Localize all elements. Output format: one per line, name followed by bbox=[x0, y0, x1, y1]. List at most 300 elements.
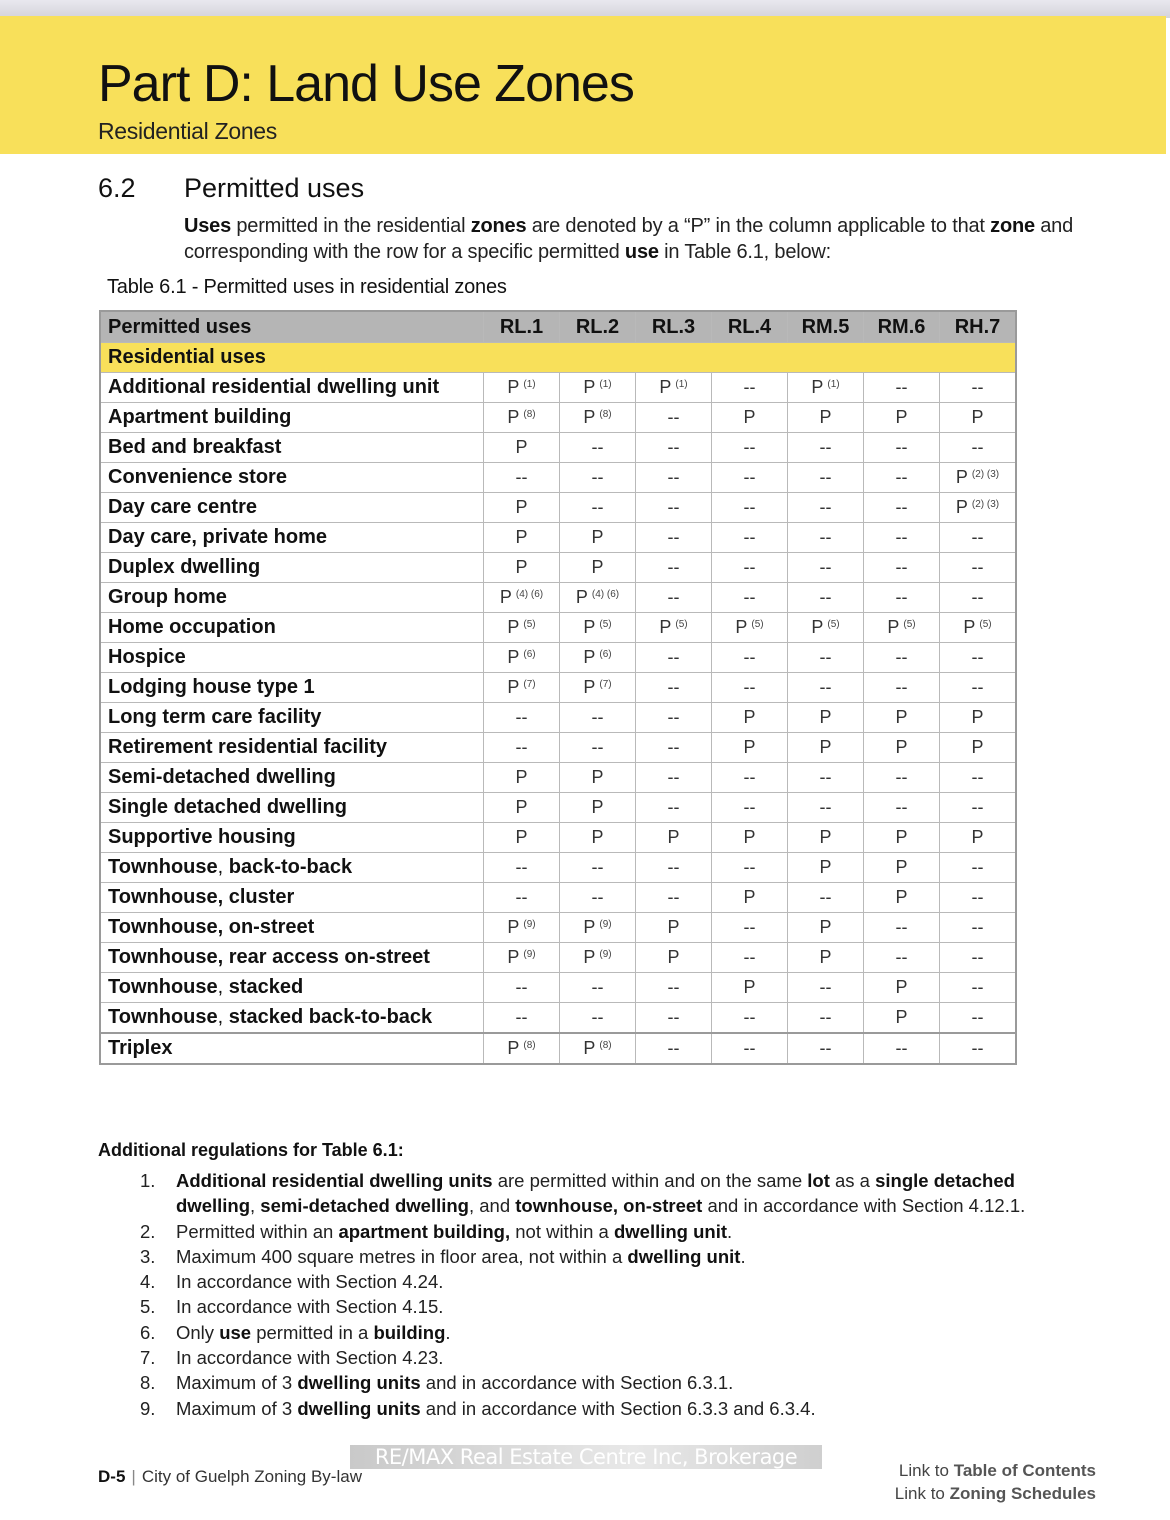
permission-value: -- bbox=[667, 587, 680, 607]
footnote-ref: (5) bbox=[827, 619, 840, 630]
column-header-permitted-uses: Permitted uses bbox=[100, 311, 484, 343]
permission-cell bbox=[560, 793, 636, 823]
bold-term: semi-detached dwelling bbox=[260, 1195, 469, 1217]
permission-cell bbox=[864, 583, 940, 613]
table-row bbox=[100, 1033, 1016, 1064]
permission-value: P bbox=[743, 827, 756, 847]
permission-value: -- bbox=[743, 527, 756, 547]
permission-value: -- bbox=[819, 977, 832, 997]
permission-cell bbox=[636, 733, 712, 763]
permission-cell bbox=[864, 1033, 940, 1064]
permission-value: P bbox=[507, 1038, 520, 1058]
permission-cell bbox=[864, 553, 940, 583]
permission-cell bbox=[636, 553, 712, 583]
use-label: Townhouse, on-street bbox=[100, 913, 484, 943]
permission-value: -- bbox=[515, 467, 528, 487]
permission-value: -- bbox=[743, 767, 756, 787]
permission-value: -- bbox=[591, 497, 604, 517]
permission-cell bbox=[484, 523, 560, 553]
table-row bbox=[100, 673, 1016, 703]
permission-value: -- bbox=[743, 677, 756, 697]
permission-value: P bbox=[955, 497, 968, 517]
regulation-number: 4. bbox=[140, 1271, 156, 1293]
permission-cell bbox=[712, 673, 788, 703]
permission-cell bbox=[788, 523, 864, 553]
permission-cell bbox=[636, 703, 712, 733]
permission-cell bbox=[484, 643, 560, 673]
permission-value: P bbox=[971, 707, 984, 727]
permission-cell bbox=[712, 493, 788, 523]
permission-cell bbox=[484, 703, 560, 733]
link-table-of-contents[interactable] bbox=[895, 1459, 1096, 1482]
footnote-ref: (5) bbox=[751, 619, 764, 630]
permission-value: -- bbox=[515, 707, 528, 727]
regulation-number: 7. bbox=[140, 1347, 156, 1369]
permission-value: P bbox=[591, 767, 604, 787]
permission-cell bbox=[712, 883, 788, 913]
permission-cell bbox=[484, 373, 560, 403]
bold-term: apartment building, bbox=[338, 1220, 511, 1242]
permission-value: P bbox=[507, 647, 520, 667]
permission-value: -- bbox=[895, 527, 908, 547]
permission-value: -- bbox=[819, 587, 832, 607]
permission-cell bbox=[484, 1003, 560, 1034]
permission-cell bbox=[712, 433, 788, 463]
text-run: permitted in the residential bbox=[231, 215, 471, 237]
regulation-number: 2. bbox=[140, 1220, 156, 1242]
footnote-ref: (9) bbox=[523, 919, 536, 930]
permission-value: P bbox=[515, 827, 528, 847]
permission-cell bbox=[712, 943, 788, 973]
group-row-residential-uses bbox=[100, 343, 1016, 373]
permission-value: P bbox=[667, 947, 680, 967]
column-header-zone: RL.1 bbox=[484, 311, 560, 343]
permission-value: -- bbox=[667, 407, 680, 427]
permission-value: -- bbox=[743, 917, 756, 937]
permission-value: P bbox=[895, 887, 908, 907]
permission-value: -- bbox=[591, 707, 604, 727]
permission-cell bbox=[560, 703, 636, 733]
footnote-ref: (5) bbox=[523, 619, 536, 630]
permission-value: -- bbox=[743, 377, 756, 397]
table-row bbox=[100, 853, 1016, 883]
permission-value: -- bbox=[971, 647, 984, 667]
permission-value: -- bbox=[591, 467, 604, 487]
permission-value: -- bbox=[971, 677, 984, 697]
permission-value: -- bbox=[667, 797, 680, 817]
permission-value: -- bbox=[971, 1038, 984, 1058]
table-header-row bbox=[100, 311, 1016, 343]
permission-cell bbox=[788, 553, 864, 583]
footnote-ref: (6) bbox=[599, 649, 612, 660]
permission-value: -- bbox=[971, 437, 984, 457]
permission-cell bbox=[560, 433, 636, 463]
permission-cell bbox=[560, 733, 636, 763]
bold-term: Uses bbox=[184, 215, 232, 237]
use-label: Supportive housing bbox=[100, 823, 484, 853]
permission-cell bbox=[484, 943, 560, 973]
regulation-item bbox=[140, 1219, 1080, 1244]
permission-cell bbox=[940, 673, 1017, 703]
permission-value: -- bbox=[667, 857, 680, 877]
permission-value: -- bbox=[971, 587, 984, 607]
text-run: In accordance with Section 4.23. bbox=[176, 1347, 444, 1369]
permission-value: P bbox=[667, 917, 680, 937]
permission-value: P bbox=[811, 377, 824, 397]
permission-value: -- bbox=[515, 887, 528, 907]
permission-value: P bbox=[963, 617, 976, 637]
footnote-ref: (4) (6) bbox=[591, 589, 620, 600]
text-run: Only bbox=[176, 1321, 220, 1343]
permission-cell bbox=[864, 1003, 940, 1034]
footnote-ref: (2) (3) bbox=[971, 469, 1000, 480]
permission-cell bbox=[940, 553, 1017, 583]
permission-value: -- bbox=[743, 1007, 756, 1027]
table-row bbox=[100, 583, 1016, 613]
footnote-ref: (1) bbox=[827, 379, 840, 390]
permission-value: -- bbox=[591, 737, 604, 757]
permission-cell bbox=[636, 463, 712, 493]
permission-value: -- bbox=[971, 557, 984, 577]
regulation-text bbox=[176, 1370, 1080, 1395]
permission-value: -- bbox=[667, 677, 680, 697]
bold-term: zone bbox=[990, 215, 1035, 237]
permission-value: -- bbox=[819, 1007, 832, 1027]
permission-value: P bbox=[515, 797, 528, 817]
footnote-ref: (6) bbox=[523, 649, 536, 660]
page-title: Part D: Land Use Zones bbox=[98, 55, 634, 113]
permission-cell bbox=[560, 613, 636, 643]
permission-cell bbox=[712, 583, 788, 613]
permission-cell bbox=[864, 883, 940, 913]
permission-value: -- bbox=[667, 977, 680, 997]
permission-value: P bbox=[895, 857, 908, 877]
permission-value: -- bbox=[591, 977, 604, 997]
permission-value: P bbox=[743, 977, 756, 997]
permission-cell bbox=[864, 793, 940, 823]
permission-value: -- bbox=[515, 977, 528, 997]
permission-value: -- bbox=[743, 797, 756, 817]
permission-value: -- bbox=[743, 557, 756, 577]
permission-value: -- bbox=[667, 707, 680, 727]
permission-value: -- bbox=[819, 557, 832, 577]
permission-value: -- bbox=[743, 647, 756, 667]
table-row bbox=[100, 703, 1016, 733]
bold-term: single detached dwelling bbox=[176, 1170, 1015, 1217]
permission-cell bbox=[864, 643, 940, 673]
table-row bbox=[100, 523, 1016, 553]
permission-cell bbox=[712, 613, 788, 643]
permission-value: -- bbox=[591, 437, 604, 457]
permission-value: -- bbox=[895, 947, 908, 967]
permission-value: -- bbox=[895, 587, 908, 607]
permission-value: P bbox=[507, 677, 520, 697]
bold-term: Additional residential dwelling units bbox=[176, 1170, 493, 1191]
regulation-number: 8. bbox=[140, 1372, 156, 1394]
permission-cell bbox=[788, 643, 864, 673]
permission-cell bbox=[560, 463, 636, 493]
link-zoning-schedules[interactable] bbox=[895, 1482, 1096, 1505]
use-label: Apartment building bbox=[100, 403, 484, 433]
permission-value: P bbox=[515, 437, 528, 457]
permission-cell bbox=[864, 823, 940, 853]
permission-cell bbox=[788, 583, 864, 613]
permission-cell bbox=[712, 703, 788, 733]
permission-value: -- bbox=[667, 497, 680, 517]
permission-cell bbox=[560, 553, 636, 583]
permission-value: P bbox=[735, 617, 748, 637]
text-run: and in accordance with Section 6.3.3 and 6.3.4. bbox=[420, 1397, 816, 1419]
text-run: not within a bbox=[510, 1220, 614, 1242]
permission-value: -- bbox=[971, 977, 984, 997]
link-prefix: Link to bbox=[894, 1484, 950, 1503]
permission-cell bbox=[484, 553, 560, 583]
permission-cell bbox=[864, 463, 940, 493]
permission-cell bbox=[940, 523, 1017, 553]
bold-term: dwelling units bbox=[297, 1372, 421, 1394]
footnote-ref: (5) bbox=[675, 619, 688, 630]
regulation-number: 6. bbox=[140, 1321, 156, 1343]
permission-value: -- bbox=[515, 1007, 528, 1027]
permission-value: P bbox=[583, 617, 596, 637]
permission-cell bbox=[864, 973, 940, 1003]
permission-value: -- bbox=[743, 947, 756, 967]
permission-cell bbox=[484, 733, 560, 763]
permission-cell bbox=[560, 823, 636, 853]
permission-value: P bbox=[507, 947, 520, 967]
footnote-ref: (8) bbox=[523, 1040, 536, 1051]
permission-cell bbox=[788, 733, 864, 763]
footer-separator: | bbox=[131, 1467, 136, 1486]
bold-term: dwelling unit bbox=[627, 1245, 741, 1267]
permission-value: -- bbox=[743, 1038, 756, 1058]
permission-value: P bbox=[591, 527, 604, 547]
permission-value: P bbox=[895, 407, 908, 427]
permission-cell bbox=[636, 1033, 712, 1064]
permission-cell bbox=[940, 1003, 1017, 1034]
permission-cell bbox=[560, 763, 636, 793]
table-row bbox=[100, 883, 1016, 913]
permission-cell bbox=[788, 1033, 864, 1064]
permission-value: P bbox=[667, 827, 680, 847]
use-label: Semi-detached dwelling bbox=[100, 763, 484, 793]
permission-cell bbox=[864, 673, 940, 703]
footnote-ref: (8) bbox=[599, 1040, 612, 1051]
permission-value: P bbox=[971, 827, 984, 847]
permission-cell bbox=[712, 793, 788, 823]
permission-cell bbox=[560, 643, 636, 673]
permission-cell bbox=[788, 973, 864, 1003]
permission-value: -- bbox=[743, 437, 756, 457]
permission-cell bbox=[636, 853, 712, 883]
permission-value: P bbox=[583, 1038, 596, 1058]
footnote-ref: (8) bbox=[599, 409, 612, 420]
regulation-item bbox=[140, 1168, 1080, 1219]
permission-cell bbox=[940, 763, 1017, 793]
permission-value: -- bbox=[819, 467, 832, 487]
permission-cell bbox=[712, 853, 788, 883]
permission-cell bbox=[940, 583, 1017, 613]
permission-cell bbox=[484, 613, 560, 643]
permission-value: -- bbox=[743, 497, 756, 517]
footnote-ref: (4) (6) bbox=[515, 589, 544, 600]
permission-cell bbox=[636, 433, 712, 463]
permission-cell bbox=[788, 703, 864, 733]
permission-value: P bbox=[819, 947, 832, 967]
permission-cell bbox=[864, 493, 940, 523]
permission-cell bbox=[788, 613, 864, 643]
permission-cell bbox=[636, 973, 712, 1003]
table-row bbox=[100, 403, 1016, 433]
use-label: Convenience store bbox=[100, 463, 484, 493]
use-label: Long term care facility bbox=[100, 703, 484, 733]
permission-value: P bbox=[819, 737, 832, 757]
permission-value: P bbox=[507, 377, 520, 397]
permission-cell bbox=[560, 403, 636, 433]
permission-value: -- bbox=[819, 797, 832, 817]
permission-cell bbox=[940, 823, 1017, 853]
permission-cell bbox=[712, 463, 788, 493]
permission-cell bbox=[788, 853, 864, 883]
permission-cell bbox=[712, 763, 788, 793]
permission-cell bbox=[712, 523, 788, 553]
footer-links bbox=[895, 1459, 1096, 1505]
permission-cell bbox=[940, 433, 1017, 463]
permission-value: -- bbox=[667, 527, 680, 547]
bold-term: townhouse, on-street bbox=[515, 1195, 703, 1217]
regulation-text bbox=[176, 1294, 1080, 1319]
permission-value: -- bbox=[819, 767, 832, 787]
permission-cell bbox=[788, 793, 864, 823]
permission-cell bbox=[484, 1033, 560, 1064]
permission-cell bbox=[484, 403, 560, 433]
permission-value: -- bbox=[819, 497, 832, 517]
permission-cell bbox=[940, 703, 1017, 733]
page-number: D-5 bbox=[98, 1467, 126, 1486]
permission-cell bbox=[940, 613, 1017, 643]
permission-value: P bbox=[971, 737, 984, 757]
permission-cell bbox=[864, 733, 940, 763]
text-run: , bbox=[250, 1195, 261, 1217]
permission-cell bbox=[864, 373, 940, 403]
text-run: Permitted within an bbox=[176, 1220, 339, 1242]
permission-cell bbox=[864, 523, 940, 553]
permission-value: -- bbox=[895, 497, 908, 517]
permission-value: -- bbox=[819, 677, 832, 697]
permission-cell bbox=[636, 883, 712, 913]
permission-cell bbox=[864, 913, 940, 943]
permission-value: -- bbox=[667, 557, 680, 577]
use-label: Retirement residential facility bbox=[100, 733, 484, 763]
permission-value: -- bbox=[895, 797, 908, 817]
bold-term: use bbox=[219, 1321, 252, 1343]
use-label: Duplex dwelling bbox=[100, 553, 484, 583]
permission-cell bbox=[484, 763, 560, 793]
table-row bbox=[100, 493, 1016, 523]
permission-value: -- bbox=[819, 887, 832, 907]
permission-cell bbox=[636, 673, 712, 703]
regulation-number: 9. bbox=[140, 1397, 156, 1419]
regulation-text bbox=[176, 1269, 1080, 1294]
permission-cell bbox=[864, 763, 940, 793]
brokerage-watermark: RE/MAX Real Estate Centre Inc, Brokerage bbox=[350, 1445, 822, 1469]
permission-cell bbox=[940, 1033, 1017, 1064]
permission-cell bbox=[788, 763, 864, 793]
permission-value: -- bbox=[895, 437, 908, 457]
permission-value: P bbox=[499, 587, 512, 607]
permission-cell bbox=[560, 493, 636, 523]
footer-page-info bbox=[98, 1467, 362, 1487]
table-row bbox=[100, 943, 1016, 973]
footnote-ref: (9) bbox=[599, 919, 612, 930]
permission-value: P bbox=[955, 467, 968, 487]
text-run: Maximum of 3 bbox=[176, 1372, 298, 1394]
text-run: as a bbox=[829, 1170, 876, 1191]
permission-value: P bbox=[515, 497, 528, 517]
permission-value: P bbox=[583, 947, 596, 967]
permission-cell bbox=[636, 613, 712, 643]
footnote-ref: (8) bbox=[523, 409, 536, 420]
permission-cell bbox=[560, 583, 636, 613]
permission-value: -- bbox=[971, 857, 984, 877]
permission-value: P bbox=[575, 587, 588, 607]
column-header-zone: RL.3 bbox=[636, 311, 712, 343]
permission-cell bbox=[484, 883, 560, 913]
permission-cell bbox=[636, 373, 712, 403]
permission-cell bbox=[560, 373, 636, 403]
permission-cell bbox=[636, 913, 712, 943]
permission-value: -- bbox=[667, 887, 680, 907]
permission-value: P bbox=[515, 527, 528, 547]
footnote-ref: (1) bbox=[523, 379, 536, 390]
permission-value: P bbox=[507, 407, 520, 427]
text-run: and in accordance with Section 4.12.1. bbox=[702, 1195, 1026, 1217]
permission-cell bbox=[712, 643, 788, 673]
footnote-ref: (5) bbox=[979, 619, 992, 630]
permission-value: -- bbox=[667, 647, 680, 667]
permission-cell bbox=[712, 973, 788, 1003]
regulation-item bbox=[140, 1370, 1080, 1395]
use-label: Single detached dwelling bbox=[100, 793, 484, 823]
use-label: Home occupation bbox=[100, 613, 484, 643]
bold-term: lot bbox=[807, 1170, 830, 1191]
regulation-item bbox=[140, 1396, 1080, 1421]
permission-cell bbox=[636, 943, 712, 973]
regulation-item bbox=[140, 1244, 1080, 1269]
permission-value: P bbox=[819, 857, 832, 877]
permission-cell bbox=[560, 883, 636, 913]
text-run: In accordance with Section 4.24. bbox=[176, 1271, 444, 1293]
permission-value: -- bbox=[971, 527, 984, 547]
permission-value: -- bbox=[971, 917, 984, 937]
permission-cell bbox=[864, 403, 940, 433]
footnote-ref: (7) bbox=[523, 679, 536, 690]
permission-cell bbox=[940, 733, 1017, 763]
permission-cell bbox=[712, 373, 788, 403]
permission-cell bbox=[788, 403, 864, 433]
permission-cell bbox=[560, 1003, 636, 1034]
permission-value: -- bbox=[667, 437, 680, 457]
table-row bbox=[100, 793, 1016, 823]
footnote-ref: (2) (3) bbox=[971, 499, 1000, 510]
text-run: in Table 6.1, below: bbox=[658, 241, 832, 263]
permission-cell bbox=[940, 853, 1017, 883]
regulation-number: 5. bbox=[140, 1296, 156, 1318]
permission-cell bbox=[712, 733, 788, 763]
permission-value: P bbox=[515, 767, 528, 787]
permission-cell bbox=[636, 403, 712, 433]
permission-value: -- bbox=[591, 887, 604, 907]
